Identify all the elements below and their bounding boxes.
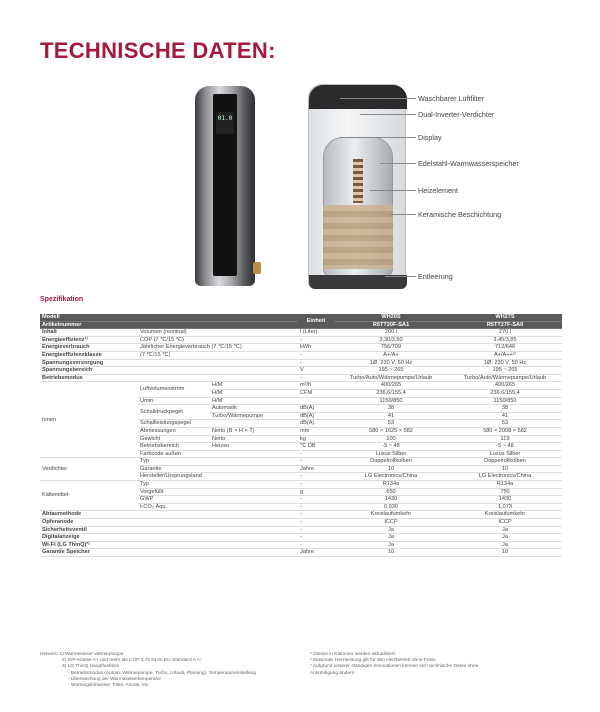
cell: 41 [448,412,562,420]
cell: - [298,473,334,481]
cell: 119 [448,435,562,443]
cell: - [298,336,334,344]
callout-line [340,137,416,138]
header-model-2: WH27S [448,314,562,321]
cell: R134a [448,481,562,489]
cell: A+/A++²⁾ [448,351,562,359]
cell: - [298,511,334,519]
callout-line [385,276,416,277]
cell: 270 l [448,329,562,337]
heating-element [353,159,363,203]
cell: - [298,351,334,359]
cell: COP (7 ℃/15 ℃) [138,336,298,344]
cell: mm [298,427,334,435]
footnotes-right [310,652,478,677]
cell: Energieverbrauch [40,344,138,352]
device-display: 01.0 [216,112,234,134]
cell: H/M [210,382,298,390]
cell [138,359,298,367]
cell: 1Ø, 230 V, 50 Hz [334,359,448,367]
cell: 1150/850 [448,397,562,405]
cell: H/M [210,389,298,397]
header-einheit: Einheit [298,314,334,329]
cell: 1150/850 [334,397,448,405]
water-connection [253,262,261,274]
cell: dB(A) [298,412,334,420]
table-row [40,534,562,542]
cell: Ja [334,526,448,534]
cell: 0,930 [334,503,448,511]
product-illustration [40,72,560,292]
label-entleerung: Entleerung [418,272,453,281]
cell: dB(A) [298,405,334,413]
footnote: * Aufgrund unserer ständigen Innovationen können sich technische Daten ohne [310,664,479,670]
table-row [40,344,562,352]
cell: (7 ℃/15 ℃) [138,351,298,359]
footnotes-left [40,652,256,689]
cell: ℃ DB [298,443,334,451]
table-row [40,359,562,367]
cell: Hersteller/Ursprungsland [138,473,298,481]
group-innen: Innen [40,382,138,458]
cell: Spannungsversorgung [40,359,138,367]
cell: - [298,496,334,504]
cell: 236,6/155,4 [448,389,562,397]
group-kaeltemittel: Kältemittel- [40,481,138,511]
cell: Doppelrollkolben [334,458,448,466]
cell: A+/A+ [334,351,448,359]
cell: Luxus Silber [334,450,448,458]
cell: Abmessungen [138,427,210,435]
cell: Betriebsmodus [40,374,138,382]
cell: Opferanode [40,519,298,527]
cell: CFM [298,389,334,397]
cell: Jährlicher Energieverbrauch (7 ℃/15 ℃) [138,344,298,352]
cell: Umin [138,397,210,405]
cell: 41 [334,412,448,420]
cell: Sicherheitsventil [40,526,298,534]
footnote: Hinweis: 1) Warmwasser-wärmepumpe [40,652,124,657]
cell: Ja [448,526,562,534]
cell: Typ [138,481,298,489]
cell: 756/709 [334,344,448,352]
cell: Netto [210,435,298,443]
spec-table [40,314,562,557]
cell [210,450,298,458]
cell: Schalldruckpegel [138,405,210,420]
cell: Luxus Silber [448,450,562,458]
cell: Wi-Fi (LG ThinQ)³⁾ [40,541,298,549]
label-verdichter: Dual-Inverter-Verdichter [418,110,495,119]
cell: 3,30/3,50 [334,336,448,344]
cell: Doppelrollkolben [448,458,562,466]
cell: 1430 [448,496,562,504]
cell: -5 ~ 48 [334,443,448,451]
table-row [40,481,562,489]
table-row [40,458,562,466]
cell: Jahre [298,465,334,473]
cell: Kreislaufumkehr [448,511,562,519]
footnote: - Überwachung der Warmwassertemperatur [68,676,162,682]
cell: 712/646 [448,344,562,352]
cell: 38 [448,405,562,413]
cell: 3,45/3,85 [448,336,562,344]
table-row [40,382,562,390]
cell: ICCP [448,519,562,527]
page-title: TECHNISCHE DATEN: [40,38,276,63]
cell: -5 ~ 48 [448,443,562,451]
cell: Digitalanzeige [40,534,298,542]
cell: V [298,367,334,375]
cell: 580 × 1625 × 582 [334,427,448,435]
table-row [40,367,562,375]
cell [138,374,298,382]
footnote: - Wartungshinweise: Filter, Anode, etc. [68,683,150,689]
cell: LG Electronics/China [334,473,448,481]
table-row [40,549,562,557]
cell: Turbo/Auto/Wärmepumpe/Urlaub [334,374,448,382]
cell: - [298,450,334,458]
cell: Kreislaufumkehr [334,511,448,519]
cell: - [298,481,334,489]
cell: Ja [448,541,562,549]
header-article-2: R5TT27F-SA0 [448,321,562,329]
cell: Ja [334,541,448,549]
cell: - [298,534,334,542]
cell: 100 [334,435,448,443]
cell: 236,6/155,4 [334,389,448,397]
header-artikel: Artikelnummer [40,321,298,329]
group-verdichter: Verdichter [40,458,138,481]
cell: 650 [334,488,448,496]
footnote: * Maximale Heizleistung gilt für den Heizbetrieb ohne Frost. [310,658,437,664]
cell: LG Electronics/China [448,473,562,481]
cell: l (Liter) [298,329,334,337]
table-row [40,336,562,344]
cell: Jahre [298,549,334,557]
table-row [40,351,562,359]
cell: 400/265 [448,382,562,390]
cell: Volumen (nominal) [138,329,298,337]
header-article-1: R5TT20F-SA1 [334,321,448,329]
cell: R134a [334,481,448,489]
cell: Turbo/Auto/Wärmepumpe/Urlaub [448,374,562,382]
callout-line [380,163,416,164]
cell: - [298,503,334,511]
header-modell: Modell [40,314,298,321]
label-heizelement: Heizelement [418,186,458,195]
cell: 400/265 [334,382,448,390]
cell: Ja [334,534,448,542]
cell: - [298,458,334,466]
cell: GWP [138,496,298,504]
heat-pump-exterior [195,86,255,286]
cell: 53 [334,420,448,428]
cell: 10 [448,549,562,557]
label-speicher: Edelstahl-Warmwasserspeicher [418,159,519,168]
footnote: 3) LG ThinQ Hauptfunktion [62,664,120,670]
cell: Betriebsbereich [138,443,210,451]
table-header-row [40,314,562,321]
spec-title: Spezifikation [40,296,84,303]
callout-line [390,214,416,215]
footnote: * Dieses in Klammer werden aktualisiert. [310,652,397,657]
label-luftfilter: Waschbarer Luftfilter [418,94,485,103]
cell: Turbo/Wärmepumpe [210,412,298,420]
cell: Netto (B × H × T) [210,427,298,435]
cell: Abtaumethode [40,511,298,519]
table-row [40,526,562,534]
footnote: 2) ErP-Klasse A+ und mehr als COP 3,75 ist im EU-Standard A++ [62,658,202,664]
header-model-1: WH20S [334,314,448,321]
callout-line [370,190,416,191]
cell: Automatik [210,405,298,413]
table-row [40,519,562,527]
cell: 750 [448,488,562,496]
cell: - [298,541,334,549]
cell: kg [298,435,334,443]
cell: 1Ø, 230 V, 50 Hz [448,359,562,367]
cell: m³/h [298,382,334,390]
cell: Gewicht [138,435,210,443]
table-row [40,511,562,519]
callout-line [360,114,416,115]
cell [138,367,298,375]
cell: 10 [448,465,562,473]
cell: Schallleistungspegel [138,420,210,428]
cell: H/M [210,397,298,405]
cell: t-CO₂ Äqu. [138,503,298,511]
label-display: Display [418,133,442,142]
label-keramik: Keramische Beschichtung [418,210,502,219]
cell: 38 [334,405,448,413]
cell: 580 × 2008 × 582 [448,427,562,435]
cell: 195 ~ 265 [334,367,448,375]
cell: g [298,488,334,496]
table-row [40,541,562,549]
tank-base [309,275,407,289]
cell: 1,073 [448,503,562,511]
cell: Energieeffizienz¹⁾ [40,336,138,344]
cell: Typ [138,458,298,466]
table-row [40,374,562,382]
cell: Spannungsbereich [40,367,138,375]
cell: Energieeffizienzklasse [40,351,138,359]
cell [210,420,298,428]
cell: 10 [334,549,448,557]
cell: Vorgefüllt [138,488,298,496]
cell: Garantie Speicher [40,549,298,557]
cell: - [298,526,334,534]
callout-line [340,98,416,99]
ceramic-coating [323,205,393,269]
footnote: - Betriebsmodus (Autom. Wärmepumpe, Turbo, Urlaub, Planung), Temperatureinstellung [68,670,256,676]
cell: Farbcode außen [138,450,210,458]
cell: ICCP [334,519,448,527]
cell: - [298,359,334,367]
table-row [40,329,562,337]
cell [298,397,334,405]
cell: 200 l [334,329,448,337]
cell: - [298,519,334,527]
cell: Heizen [210,443,298,451]
cell: - [298,374,334,382]
cell: Inhalt [40,329,138,337]
cell: 195 ~ 265 [448,367,562,375]
cell: Garantie [138,465,298,473]
cell: Luftvolumenstrom [138,382,210,397]
cell: 10 [334,465,448,473]
cell: Ja [448,534,562,542]
cell: 1430 [334,496,448,504]
footnote: Ankündigung ändern. [310,670,356,676]
cell: dB(A) [298,420,334,428]
cell: kWh [298,344,334,352]
cell: 53 [448,420,562,428]
compressor-housing [309,85,407,109]
